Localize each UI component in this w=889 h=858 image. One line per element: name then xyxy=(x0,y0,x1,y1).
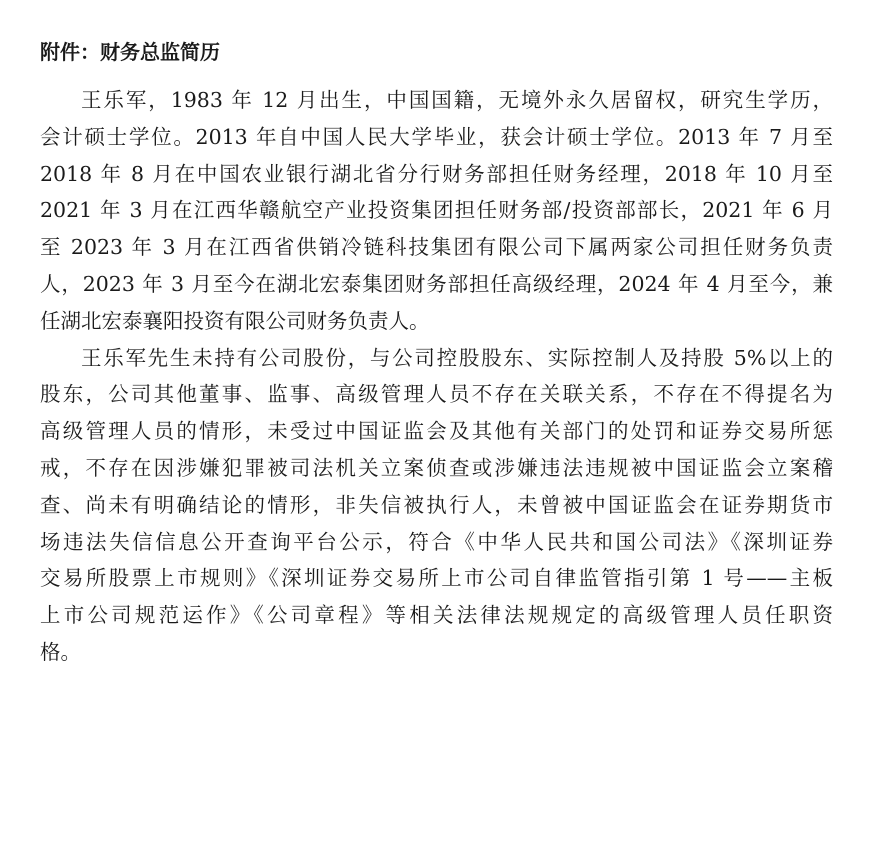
text-line: 人，2023 年 3 月至今在湖北宏泰集团财务部担任高级经理，2024 年 4 月至今，兼 xyxy=(40,271,833,296)
text-line: 2021 年 3 月在江西华赣航空产业投资集团担任财务部/投资部部长，2021 年 6 月 xyxy=(40,198,833,223)
paragraph-bio xyxy=(40,82,833,340)
text-line: 2018 年 8 月在中国农业银行湖北省分行财务部担任财务经理，2018 年 10 月至 xyxy=(40,161,833,186)
paragraph-qualification xyxy=(40,340,833,671)
text-line: 任湖北宏泰襄阳投资有限公司财务负责人。 xyxy=(40,308,430,333)
text-line: 格。 xyxy=(40,639,81,664)
text-line: 查、尚未有明确结论的情形，非失信被执行人，未曾被中国证监会在证券期货市 xyxy=(40,492,833,517)
text-line: 交易所股票上市规则》《深圳证券交易所上市公司自律监管指引第 1 号——主板 xyxy=(40,566,833,591)
text-line: 上市公司规范运作》《公司章程》等相关法律法规规定的高级管理人员任职资 xyxy=(40,603,833,628)
text-line: 王乐军，1983 年 12 月出生，中国国籍，无境外永久居留权，研究生学历， xyxy=(81,88,833,112)
text-line: 股东，公司其他董事、监事、高级管理人员不存在关联关系，不存在不得提名为 xyxy=(40,382,833,407)
text-line: 至 2023 年 3 月在江西省供销冷链科技集团有限公司下属两家公司担任财务负责 xyxy=(40,235,833,260)
document-title: 附件：财务总监简历 xyxy=(40,40,220,64)
text-line: 戒，不存在因涉嫌犯罪被司法机关立案侦查或涉嫌违法违规被中国证监会立案稽 xyxy=(40,455,833,480)
text-line: 场违法失信信息公开查询平台公示，符合《中华人民共和国公司法》《深圳证券 xyxy=(40,529,833,554)
text-line: 会计硕士学位。2013 年自中国人民大学毕业，获会计硕士学位。2013 年 7 月至 xyxy=(40,124,833,149)
text-line: 高级管理人员的情形，未受过中国证监会及其他有关部门的处罚和证券交易所惩 xyxy=(40,419,833,444)
text-line: 王乐军先生未持有公司股份，与公司控股股东、实际控制人及持股 5%以上的 xyxy=(81,345,833,370)
document xyxy=(40,34,833,671)
